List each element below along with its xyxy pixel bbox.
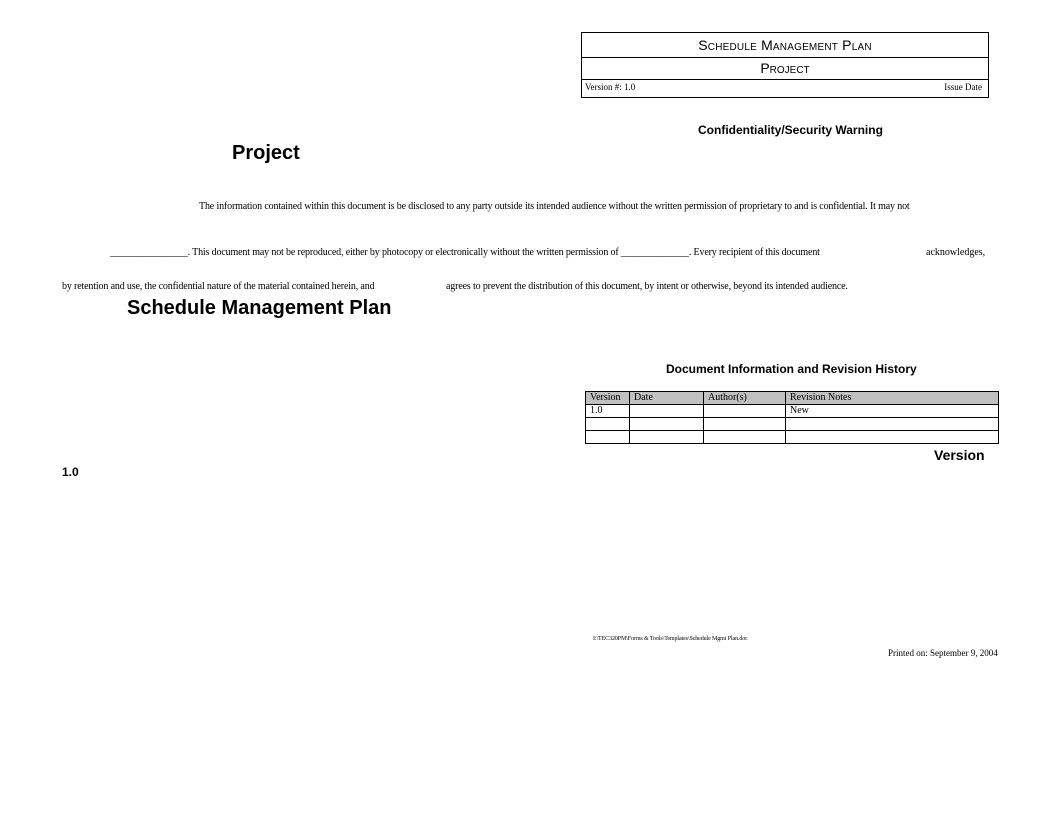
table-row <box>586 405 999 418</box>
table-header-row <box>586 392 999 405</box>
footer-printed-on: Printed on: September 9, 2004 <box>888 648 998 658</box>
table-cell <box>786 418 999 431</box>
confidentiality-line-1: The information contained within this document is be disclosed to any party outside its intended audience without the written permission of proprietary to and is confidential. It may not <box>199 201 910 212</box>
column-header: Date <box>630 392 704 405</box>
header-meta-row <box>582 80 988 98</box>
table-cell <box>586 418 630 431</box>
table-cell: New <box>786 405 999 418</box>
revision-history-table <box>585 391 999 444</box>
column-header: Version <box>586 392 630 405</box>
table-row <box>586 431 999 444</box>
table-cell <box>704 418 786 431</box>
table-row <box>586 418 999 431</box>
confidentiality-line-4: by retention and use, the confidential nature of the material contained herein, and <box>62 281 375 292</box>
confidentiality-line-5: agrees to prevent the distribution of this document, by intent or otherwise, beyond its intended audience. <box>446 281 848 292</box>
header-version: Version #: 1.0 <box>585 82 636 92</box>
header-issue-date: Issue Date <box>944 82 982 92</box>
table-cell <box>630 418 704 431</box>
document-title: Schedule Management Plan <box>127 297 392 319</box>
confidentiality-line-2: ________________. This document may not be reproduced, either by photocopy or electronically without the written permission of ______________. Every recipient of this document <box>110 247 820 258</box>
table-cell: 1.0 <box>586 405 630 418</box>
column-header: Author(s) <box>704 392 786 405</box>
table-cell <box>704 405 786 418</box>
table-cell <box>586 431 630 444</box>
confidentiality-line-3: acknowledges, <box>926 247 986 258</box>
table-cell <box>704 431 786 444</box>
footer-file-path: I:\TEC320PM\Forms & Tools\Templates\Schedule Mgmt Plan.doc <box>593 636 748 642</box>
version-label: Version <box>934 447 985 463</box>
column-header: Revision Notes <box>786 392 999 405</box>
version-value: 1.0 <box>62 465 79 479</box>
confidentiality-heading: Confidentiality/Security Warning <box>698 123 883 137</box>
revision-history-heading: Document Information and Revision History <box>666 362 917 376</box>
table-cell <box>630 405 704 418</box>
table-cell <box>630 431 704 444</box>
project-title: Project <box>232 142 300 164</box>
document-header-box <box>581 32 989 98</box>
table-cell <box>786 431 999 444</box>
header-title: Schedule Management Plan <box>582 33 988 58</box>
header-subtitle: Project <box>582 58 988 80</box>
